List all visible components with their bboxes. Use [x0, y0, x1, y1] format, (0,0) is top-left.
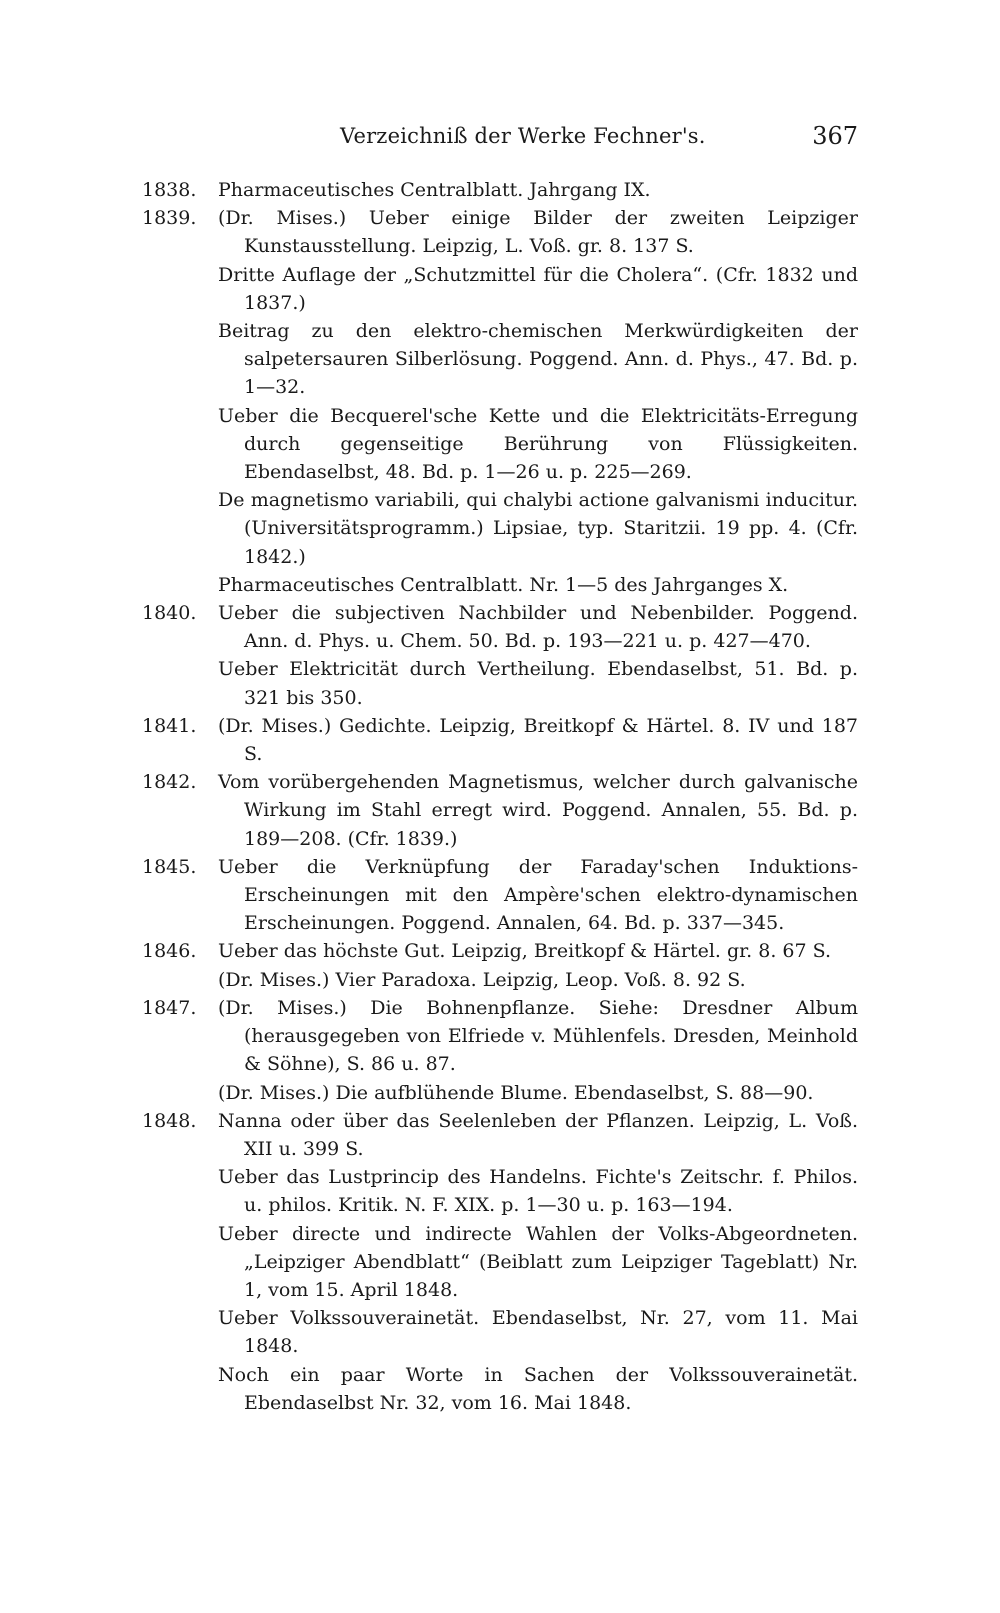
bibliography-list — [142, 176, 858, 1417]
year-label: 1838. — [142, 179, 197, 201]
bibliography-entry: Ueber die Verknüpfung der Faraday'schen Induktions-Erscheinungen mit den Ampère'schen elektro-dynamischen Erscheinungen. Poggend. Annalen, 64. Bd. p. 337—345. — [218, 855, 858, 935]
year-block-1838 — [142, 176, 858, 204]
bibliography-entry: Ueber Volkssouverainetät. Ebendaselbst, Nr. 27, vom 11. Mai 1848. — [218, 1307, 858, 1358]
entry-group — [218, 768, 858, 853]
year-label: 1847. — [142, 996, 197, 1019]
year-label: 1845. — [142, 855, 197, 878]
bibliography-entry: Ueber directe und indirecte Wahlen der Volks-Abgeordneten. „Leipziger Abendblatt“ (Beiblatt zum Leipziger Tageblatt) Nr. 1, vom 15. April 1848. — [218, 1222, 858, 1301]
year-label: 1840. — [142, 602, 197, 625]
entry-group — [218, 1107, 858, 1417]
entry-group — [218, 853, 858, 938]
year-block-1845 — [142, 853, 858, 938]
year-block-1847 — [142, 994, 858, 1107]
year-label: 1848. — [142, 1109, 197, 1132]
bibliography-entry: (Dr. Mises.) Vier Paradoxa. Leipzig, Leop. Voß. 8. 92 S. — [218, 968, 746, 991]
bibliography-entry: Ueber Elektricität durch Vertheilung. Ebendaselbst, 51. Bd. p. 321 bis 350. — [218, 658, 858, 709]
bibliography-entry: (Dr. Mises.) Gedichte. Leipzig, Breitkopf & Härtel. 8. IV und 187 S. — [218, 714, 858, 766]
bibliography-entry: (Dr. Mises.) Die Bohnenpflanze. Siehe: Dresdner Album (herausgegeben von Elfriede v. Mühlenfels. Dresden, Meinhold & Söhne), S. 86 u. 87. — [218, 996, 858, 1076]
bibliography-entry: Ueber die subjectiven Nachbilder und Nebenbilder. Poggend. Ann. d. Phys. u. Chem. 50. Bd. p. 193—221 u. p. 427—470. — [218, 602, 858, 653]
year-label: 1841. — [142, 714, 197, 737]
year-label: 1846. — [142, 940, 197, 963]
entry-group — [218, 176, 858, 204]
year-block-1841 — [142, 712, 858, 768]
bibliography-entry: Pharmaceutisches Centralblatt. Jahrgang IX. — [218, 179, 651, 201]
running-title: Verzeichniß der Werke Fechner's. — [340, 124, 706, 148]
bibliography-entry: De magnetismo variabili, qui chalybi actione galvanismi inducitur. (Universitätsprogramm.) Lipsiae, typ. Staritzii. 19 pp. 4. (Cfr. 1842.) — [218, 489, 858, 568]
bibliography-entry: Ueber die Becquerel'sche Kette und die Elektricitäts-Erregung durch gegenseitige Berührung von Flüssigkeiten. Ebendaselbst, 48. Bd. p. 1—26 u. p. 225—269. — [218, 404, 858, 484]
bibliography-entry: Nanna oder über das Seelenleben der Pflanzen. Leipzig, L. Voß. XII u. 399 S. — [218, 1109, 858, 1160]
year-block-1839 — [142, 204, 858, 599]
page-number: 367 — [812, 122, 858, 150]
bibliography-entry: Ueber das Lustprincip des Handelns. Fichte's Zeitschr. f. Philos. u. philos. Kritik. N. F. XIX. p. 1—30 u. p. 163—194. — [218, 1166, 858, 1217]
year-block-1846 — [142, 937, 858, 993]
entry-group — [218, 204, 858, 599]
year-block-1842 — [142, 768, 858, 853]
year-label: 1839. — [142, 207, 197, 230]
entry-group — [218, 712, 858, 768]
bibliography-entry: (Dr. Mises.) Ueber einige Bilder der zweiten Leipziger Kunstausstellung. Leipzig, L. Voß. gr. 8. 137 S. — [218, 207, 858, 258]
bibliography-entry: Ueber das höchste Gut. Leipzig, Breitkopf & Härtel. gr. 8. 67 S. — [218, 940, 832, 963]
bibliography-entry: Pharmaceutisches Centralblatt. Nr. 1—5 des Jahrganges X. — [218, 573, 789, 596]
entry-group — [218, 599, 858, 712]
bibliography-entry: Vom vorübergehenden Magnetismus, welcher durch galvanische Wirkung im Stahl erregt wird. Poggend. Annalen, 55. Bd. p. 189—208. (Cfr. 1839.) — [218, 771, 858, 850]
entry-group — [218, 937, 858, 993]
year-block-1848 — [142, 1107, 858, 1417]
bibliography-entry: (Dr. Mises.) Die aufblühende Blume. Ebendaselbst, S. 88—90. — [218, 1081, 814, 1104]
year-block-1840 — [142, 599, 858, 712]
bibliography-entry: Noch ein paar Worte in Sachen der Volkssouverainetät. Ebendaselbst Nr. 32, vom 16. Mai 1848. — [218, 1363, 858, 1414]
bibliography-entry: Dritte Auflage der „Schutzmittel für die Cholera“. (Cfr. 1832 und 1837.) — [218, 263, 858, 314]
bibliography-entry: Beitrag zu den elektro-chemischen Merkwürdigkeiten der salpetersauren Silberlösung. Poggend. Ann. d. Phys., 47. Bd. p. 1—32. — [218, 320, 858, 399]
entry-group — [218, 994, 858, 1107]
year-label: 1842. — [142, 771, 197, 794]
